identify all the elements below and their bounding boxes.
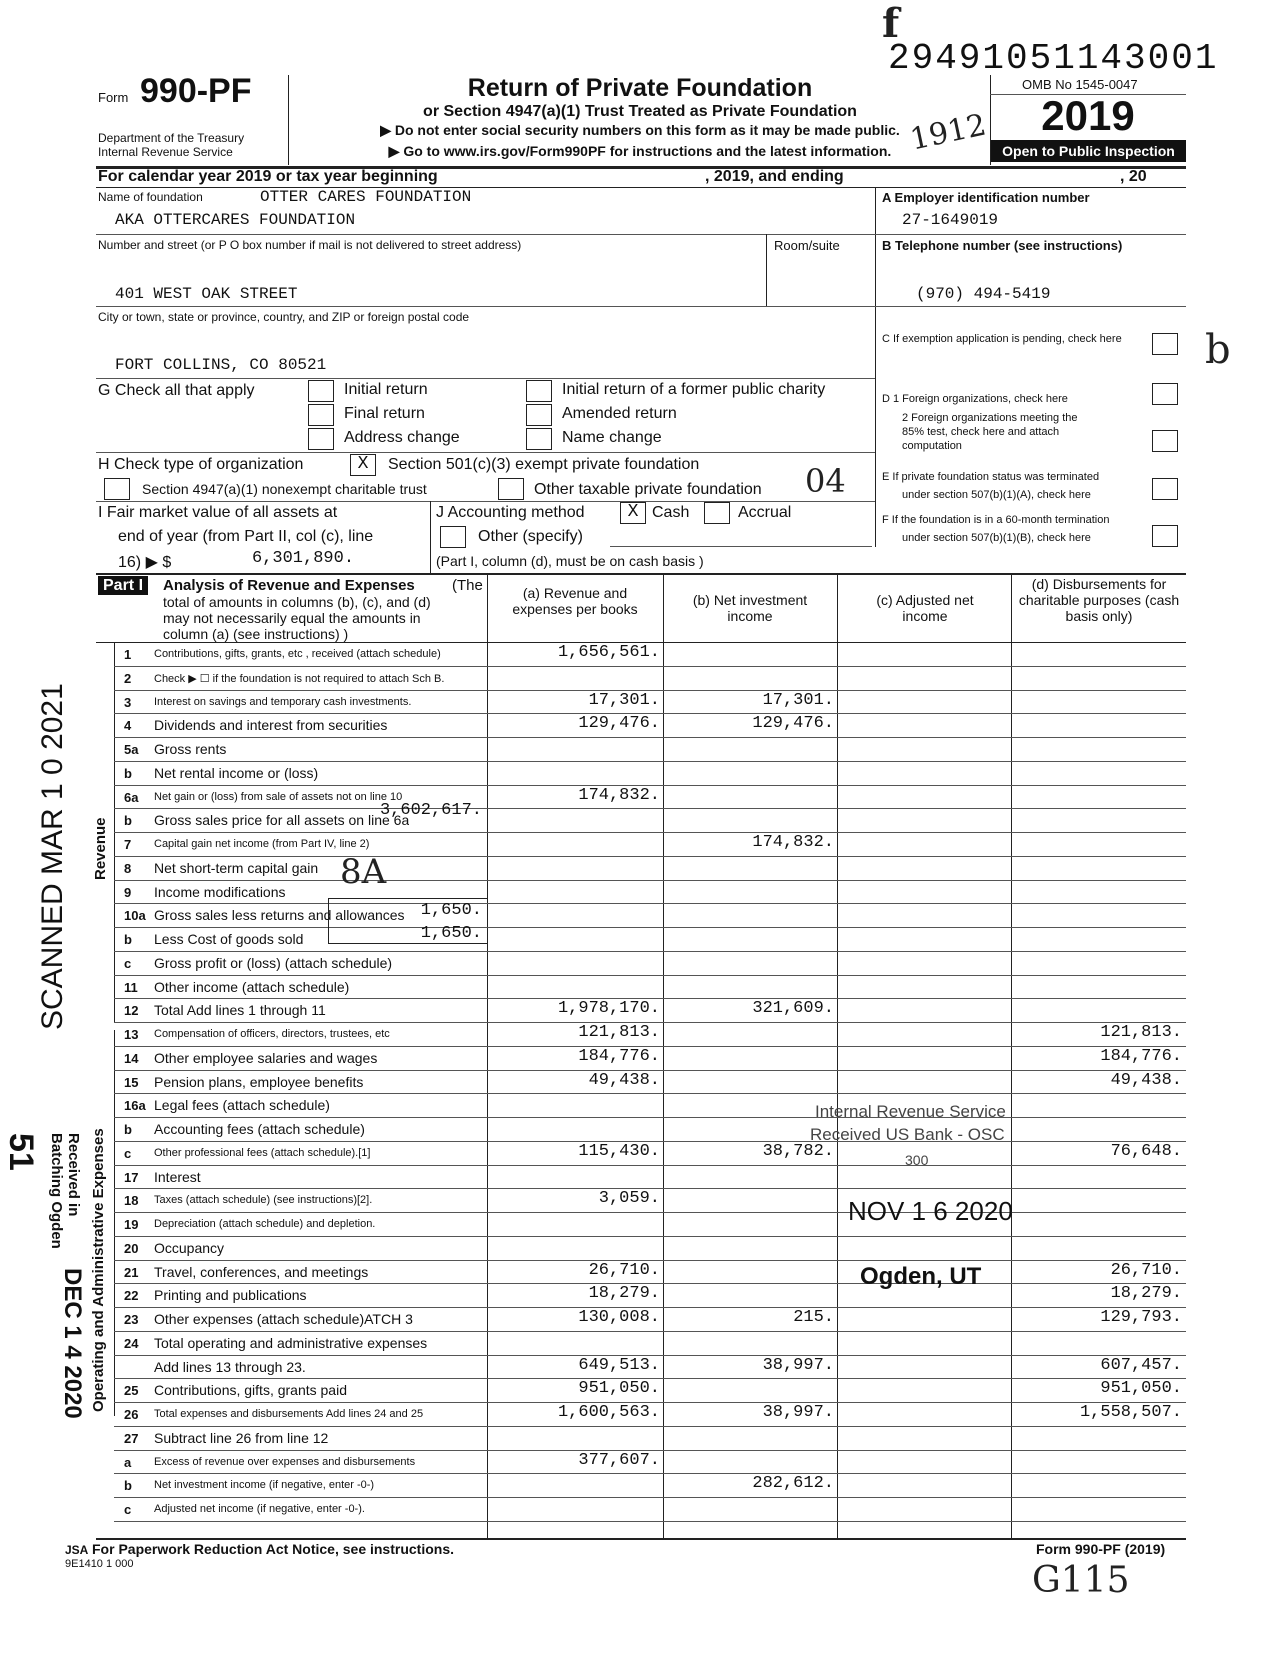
row-divider — [114, 903, 1186, 904]
line-label: Net short-term capital gain — [154, 859, 319, 876]
line-number: c — [124, 1145, 132, 1161]
irs-stamp-line2: Received US Bank - OSC — [810, 1125, 1005, 1144]
line-number: 2 — [124, 670, 132, 686]
form-code: 9E1410 1 000 — [65, 1558, 134, 1570]
line-label: Gross sales less returns and allowances — [154, 907, 405, 924]
line-number: b — [124, 1478, 132, 1494]
line-label: Gross rents — [154, 741, 227, 757]
calendar-year-label: For calendar year 2019 or tax year beginning — [98, 168, 438, 185]
501c3-label: Section 501(c)(3) exempt private foundation — [388, 456, 700, 473]
foundation-name-2: AKA OTTERCARES FOUNDATION — [115, 211, 356, 229]
col-d-value: 607,457. — [1100, 1355, 1182, 1375]
line-label: Adjusted net income (if negative, enter -0-). — [154, 1503, 365, 1515]
line-number: 27 — [124, 1430, 139, 1446]
final-return-label: Final return — [344, 405, 425, 422]
line-label: Depreciation (attach schedule) and depletion. — [154, 1218, 376, 1230]
line-number: 8 — [124, 860, 132, 876]
foreign-org-label: D 1 Foreign organizations, check here — [882, 393, 1068, 405]
line-number: 26 — [124, 1407, 139, 1422]
row-divider — [114, 761, 1186, 762]
name-label: Name of foundation — [98, 190, 203, 204]
line-label: Contributions, gifts, grants paid — [154, 1382, 347, 1399]
amended-label: Amended return — [562, 405, 677, 422]
notice-website: ▶ Go to www.irs.gov/Form990PF for instructions and the latest information. — [388, 143, 892, 159]
foreign-85-label-2: 85% test, check here and attach — [902, 426, 1060, 438]
col-d-value: 76,648. — [1110, 1141, 1182, 1161]
handwritten-8a: 8A — [340, 852, 387, 892]
sixty-month-label-1: F If the foundation is in a 60-month termination — [882, 514, 1110, 526]
gross-sales-6b-value: 3,602,617. — [379, 801, 482, 820]
line-number: 22 — [124, 1288, 139, 1304]
g-label: G Check all that apply — [98, 382, 255, 399]
row-divider — [114, 927, 1186, 928]
row-divider — [114, 832, 1186, 833]
line-number: 5a — [124, 742, 139, 757]
line-label: Legal fees (attach schedule) — [154, 1097, 330, 1114]
line-10b-value: 1,650. — [420, 924, 482, 943]
line-number: 13 — [124, 1027, 139, 1042]
row-divider — [114, 1497, 1186, 1498]
irs-stamp-line3: 300 — [905, 1152, 929, 1168]
initial-return-checkbox[interactable] — [308, 380, 334, 402]
city-address: FORT COLLINS, CO 80521 — [115, 356, 327, 374]
line-label: Net gain or (loss) from sale of assets not on line 10 — [154, 790, 403, 803]
line-number: 1 — [124, 647, 132, 662]
col-a-value: 1,978,170. — [557, 999, 660, 1019]
line-number: 18 — [124, 1193, 139, 1209]
line-label: Check ▶ ☐ if the foundation is not required to attach Sch B. — [154, 672, 445, 685]
handwritten-b: b — [1205, 327, 1231, 373]
jsa-label: JSA — [65, 1543, 89, 1557]
other-method-checkbox[interactable] — [440, 526, 466, 548]
foreign-85-label-3: computation — [902, 440, 962, 452]
line-number: 23 — [124, 1312, 139, 1327]
line-label: Net rental income or (loss) — [154, 764, 319, 781]
line-number: 25 — [124, 1383, 139, 1399]
address-change-label: Address change — [344, 429, 460, 446]
line-label: Taxes (attach schedule) (see instructions)[2]. — [154, 1194, 373, 1207]
col-a-value: 377,607. — [578, 1450, 660, 1470]
col-b-value: 38,997. — [762, 1403, 834, 1422]
ein-value: 27-1649019 — [902, 211, 999, 229]
line-number: c — [124, 1502, 132, 1517]
4947-checkbox[interactable] — [104, 478, 130, 500]
document-locator-number: 29491051143001 — [888, 38, 1219, 79]
accrual-checkbox[interactable] — [704, 502, 730, 524]
line-label: Printing and publications — [154, 1287, 307, 1304]
col-d-value: 184,776. — [1100, 1046, 1182, 1066]
fmv-value: 6,301,890. — [252, 549, 355, 568]
terminated-label-2: under section 507(b)(1)(A), check here — [902, 489, 1091, 501]
irs-name: Internal Revenue Service — [98, 145, 233, 159]
foreign-org-checkbox[interactable] — [1152, 383, 1178, 405]
other-taxable-label: Other taxable private foundation — [534, 481, 762, 498]
accrual-label: Accrual — [738, 504, 792, 521]
fmv-line2: end of year (from Part II, col (c), line — [118, 528, 374, 545]
col-a-value: 49,438. — [588, 1070, 660, 1090]
line-number: 10a — [124, 908, 146, 924]
line-number: 9 — [124, 884, 132, 900]
row-divider — [114, 1473, 1186, 1474]
initial-former-checkbox[interactable] — [526, 380, 552, 402]
phone-value: (970) 494-5419 — [916, 285, 1051, 303]
form-subtitle: or Section 4947(a)(1) Trust Treated as Private Foundation — [423, 103, 857, 120]
city-label: City or town, state or province, country, and ZIP or foreign postal code — [98, 310, 470, 324]
col-d-value: 26,710. — [1110, 1260, 1182, 1280]
part1-title-rest4: column (a) (see instructions) ) — [163, 626, 349, 642]
irs-stamp-date: NOV 1 6 2020 — [848, 1196, 1013, 1226]
department: Department of the Treasury — [98, 131, 245, 145]
line-number: 19 — [124, 1217, 139, 1232]
line-number: c — [124, 955, 132, 971]
part1-title: Analysis of Revenue and Expenses — [163, 577, 415, 594]
row-divider — [114, 1521, 1186, 1522]
col-d-header: (d) Disbursements for charitable purposes (cash basis only) — [1018, 576, 1180, 624]
col-c-header: (c) Adjusted net income — [876, 592, 974, 624]
line-label: Gross sales price for all assets on line 6a — [154, 812, 410, 829]
notice-ssn: ▶ Do not enter social security numbers on this form as it may be made public. — [380, 122, 900, 138]
paperwork-notice: For Paperwork Reduction Act Notice, see instructions. — [92, 1541, 454, 1557]
omb-number: OMB No 1545-0047 — [1022, 77, 1138, 92]
col-b-value: 282,612. — [752, 1474, 834, 1494]
col-a-value: 3,059. — [598, 1189, 660, 1209]
col-a-header: (a) Revenue and expenses per books — [512, 585, 638, 617]
form-ref-footer: Form 990-PF (2019) — [1036, 1541, 1166, 1557]
phone-label: B Telephone number (see instructions) — [882, 238, 1123, 253]
sixty-month-checkbox[interactable] — [1152, 525, 1178, 547]
4947-label: Section 4947(a)(1) nonexempt charitable trust — [142, 481, 427, 497]
line-10a-value: 1,650. — [420, 901, 482, 920]
line-number: 20 — [124, 1240, 139, 1256]
col-d-value: 49,438. — [1110, 1070, 1182, 1090]
row-divider — [114, 1212, 1186, 1213]
irs-stamp-line1: Internal Revenue Service — [815, 1102, 1006, 1121]
form-number: 990-PF — [140, 72, 252, 110]
col-a-value: 130,008. — [578, 1308, 660, 1327]
col-d-value: 18,279. — [1110, 1284, 1182, 1304]
line-label: Interest on savings and temporary cash investments. — [154, 695, 412, 708]
line-label: Other expenses (attach schedule)ATCH 3 — [154, 1311, 413, 1327]
scanned-stamp: SCANNED MAR 1 0 2021 — [36, 683, 69, 1030]
received-date-stamp: DEC 1 4 2020 — [59, 1268, 86, 1419]
form-title: Return of Private Foundation — [467, 74, 813, 102]
line-number: 14 — [124, 1050, 139, 1066]
part1-tag: Part I — [98, 576, 148, 595]
line-label: Other income (attach schedule) — [154, 978, 350, 995]
handwritten-04: 04 — [805, 462, 846, 500]
row-divider — [114, 880, 1186, 881]
exemption-pending-checkbox[interactable] — [1152, 333, 1178, 355]
line-number: 16a — [124, 1098, 146, 1114]
col-a-value: 17,301. — [588, 690, 660, 710]
col-b-value: 38,782. — [762, 1141, 834, 1161]
name-change-label: Name change — [562, 429, 662, 446]
line-number: 24 — [124, 1335, 139, 1351]
terminated-label-1: E If private foundation status was terminated — [882, 471, 1100, 483]
col-b-value: 174,832. — [752, 833, 834, 852]
line-number: b — [124, 932, 132, 947]
line-label: Compensation of officers, directors, trustees, etc — [154, 1028, 390, 1040]
line-label: Excess of revenue over expenses and disbursements — [154, 1455, 416, 1468]
room-label: Room/suite — [774, 238, 840, 253]
row-divider — [114, 975, 1186, 976]
part1-title-rest3: may not necessarily equal the amounts in — [163, 610, 421, 626]
line-number: 3 — [124, 694, 132, 710]
line-label: Subtract line 26 from line 12 — [154, 1429, 329, 1446]
row-divider — [114, 1236, 1186, 1237]
line-label: Pension plans, employee benefits — [154, 1073, 364, 1090]
col-a-value: 1,600,563. — [557, 1403, 660, 1422]
col-d-value: 129,793. — [1100, 1308, 1182, 1327]
cash-checkbox[interactable]: X — [620, 502, 646, 524]
open-public-banner: Open to Public Inspection — [991, 140, 1186, 162]
fmv-line3: 16) ▶ $ — [118, 554, 172, 571]
part1-title-rest1: (The — [452, 577, 483, 594]
line-label: Other professional fees (attach schedule).[1] — [154, 1146, 371, 1159]
amended-checkbox[interactable] — [526, 404, 552, 426]
col-a-value: 115,430. — [578, 1141, 660, 1161]
handwritten-mark: f — [882, 0, 900, 47]
row-divider — [114, 1426, 1186, 1427]
row-divider — [114, 856, 1186, 857]
irs-stamp-city: Ogden, UT — [860, 1263, 982, 1290]
col-a-value: 649,513. — [578, 1355, 660, 1375]
terminated-checkbox[interactable] — [1152, 478, 1178, 500]
accounting-method-label: J Accounting method — [436, 504, 585, 521]
foreign-85-label-1: 2 Foreign organizations meeting the — [902, 412, 1078, 424]
col-d-value: 1,558,507. — [1079, 1403, 1182, 1422]
row-divider — [114, 1165, 1186, 1166]
h-label: H Check type of organization — [98, 456, 304, 473]
cash-label: Cash — [652, 504, 690, 521]
line-number: 21 — [124, 1264, 139, 1280]
col-a-value: 1,656,561. — [557, 643, 660, 662]
expenses-side-label: Operating and Administrative Expenses — [90, 1128, 107, 1412]
line-label: Add lines 13 through 23. — [154, 1358, 306, 1375]
row-divider — [114, 737, 1186, 738]
row-divider — [114, 808, 1186, 809]
revenue-side-label: Revenue — [92, 817, 109, 880]
line-label: Net investment income (if negative, enter -0-) — [154, 1479, 375, 1492]
other-method-label: Other (specify) — [478, 528, 583, 545]
line-label: Total Add lines 1 through 11 — [154, 1002, 326, 1019]
line-number: 15 — [124, 1074, 139, 1090]
row-divider — [114, 951, 1186, 952]
received-num-stamp: 51 — [2, 1133, 40, 1171]
line-number: 7 — [124, 837, 132, 852]
row-divider — [114, 1093, 1186, 1094]
tax-year: 2019 — [1041, 92, 1135, 139]
line-number: 6a — [124, 789, 139, 805]
line-label: Travel, conferences, and meetings — [154, 1263, 369, 1280]
line-number: 11 — [124, 979, 138, 995]
line-label: Other employee salaries and wages — [154, 1049, 378, 1066]
initial-return-label: Initial return — [344, 381, 428, 398]
line-label: Contributions, gifts, grants, etc , received (attach schedule) — [154, 648, 441, 660]
other-taxable-checkbox[interactable] — [498, 478, 524, 500]
col-d-value: 121,813. — [1100, 1023, 1182, 1042]
line-number: a — [124, 1454, 132, 1470]
line-number: 12 — [124, 1003, 139, 1019]
line-label: Less Cost of goods sold — [154, 931, 304, 947]
col-a-value: 18,279. — [588, 1284, 660, 1304]
address-change-checkbox[interactable] — [308, 428, 334, 450]
fmv-line1: I Fair market value of all assets at — [98, 504, 338, 521]
line-number: 17 — [124, 1169, 139, 1185]
line-label: Income modifications — [154, 883, 286, 900]
street-address: 401 WEST OAK STREET — [115, 285, 298, 303]
col-b-header: (b) Net investment income — [692, 592, 808, 624]
foundation-name-1: OTTER CARES FOUNDATION — [260, 188, 472, 206]
col-d-value: 951,050. — [1100, 1379, 1182, 1399]
row-divider — [114, 1331, 1186, 1332]
form-word: Form — [98, 90, 129, 105]
line-label: Occupancy — [154, 1239, 225, 1256]
col-b-value: 321,609. — [752, 999, 834, 1019]
col-b-value: 129,476. — [752, 714, 834, 734]
col-a-value: 174,832. — [578, 785, 660, 805]
cash-basis-note: (Part I, column (d), must be on cash basis ) — [436, 553, 704, 569]
row-divider — [114, 666, 1186, 667]
street-label: Number and street (or P O box number if mail is not delivered to street address) — [98, 238, 522, 252]
received-stamp: Received in Batching Ogden — [48, 1133, 82, 1249]
line-label: Accounting fees (attach schedule) — [154, 1121, 365, 1137]
col-b-value: 17,301. — [762, 690, 834, 710]
name-change-checkbox[interactable] — [526, 428, 552, 450]
calendar-end: , 20 — [1120, 168, 1147, 185]
line-label: Gross profit or (loss) (attach schedule) — [154, 954, 393, 971]
col-a-value: 184,776. — [578, 1046, 660, 1066]
calendar-middle: , 2019, and ending — [705, 168, 844, 185]
line-number: b — [124, 813, 132, 829]
final-return-checkbox[interactable] — [308, 404, 334, 426]
line-number: 4 — [124, 718, 132, 734]
sixty-month-label-2: under section 507(b)(1)(B), check here — [902, 532, 1091, 544]
line-label: Capital gain net income (from Part IV, line 2) — [154, 838, 370, 850]
line-label: Dividends and interest from securities — [154, 717, 388, 734]
ein-label: A Employer identification number — [882, 190, 1090, 205]
col-b-value: 38,997. — [762, 1355, 834, 1375]
part1-title-rest2: total of amounts in columns (b), (c), and (d) — [163, 594, 431, 610]
501c3-checkbox[interactable]: X — [350, 454, 376, 476]
col-a-value: 26,710. — [588, 1260, 660, 1280]
line-number: b — [124, 1122, 132, 1137]
col-b-value: 215. — [793, 1308, 834, 1327]
initial-former-label: Initial return of a former public charity — [562, 381, 826, 398]
col-a-value: 129,476. — [578, 714, 660, 734]
line-label: Total expenses and disbursements Add lines 24 and 25 — [154, 1408, 424, 1420]
exemption-pending-label: C If exemption application is pending, check here — [882, 333, 1122, 345]
line-label: Total operating and administrative expenses — [154, 1334, 428, 1351]
handwritten-1912: 1912 — [907, 107, 990, 158]
col-a-value: 121,813. — [578, 1023, 660, 1042]
handwritten-g115: G115 — [1032, 1560, 1130, 1601]
col-a-value: 951,050. — [578, 1379, 660, 1399]
line-label: Interest — [154, 1168, 201, 1185]
foreign-85-checkbox[interactable] — [1152, 430, 1178, 452]
row-divider — [114, 1117, 1186, 1118]
line-number: b — [124, 765, 132, 781]
